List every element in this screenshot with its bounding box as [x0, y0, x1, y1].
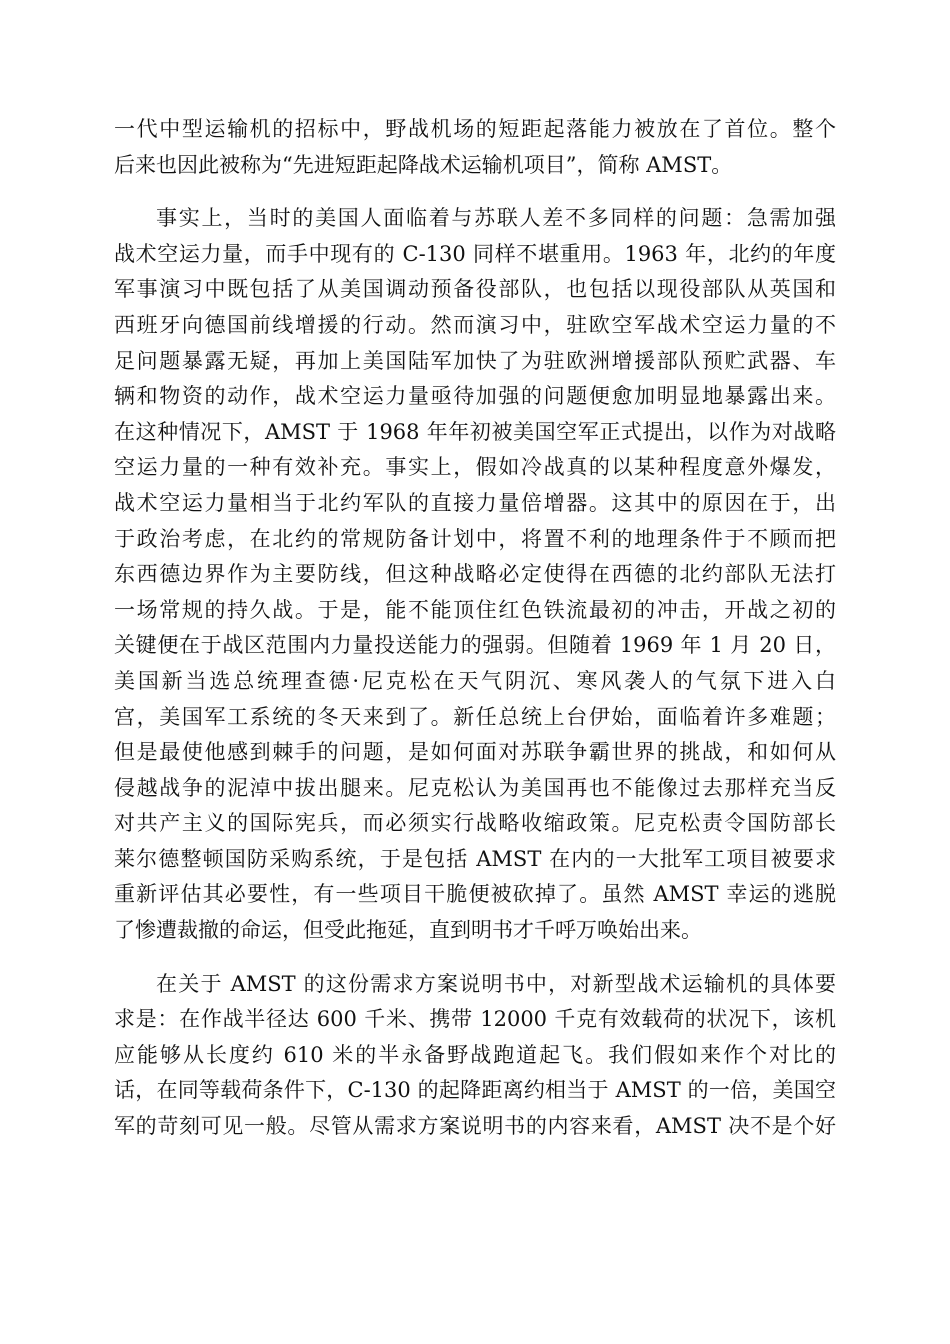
- paragraph-spacer: [114, 183, 836, 201]
- text-line: 在这种情况下，AMST 于 1968 年年初被美国空军正式提出，以作为对战略: [114, 419, 836, 444]
- text-line: 了惨遭裁撤的命运，但受此拖延，直到明书才千呼万唤始出来。: [114, 918, 702, 943]
- text-line: 足问题暴露无疑，再加上美国陆军加快了为驻欧洲增援部队预贮武器、车: [114, 348, 836, 373]
- text-line: 一场常规的持久战。于是，能不能顶住红色铁流最初的冲击，开战之初的: [114, 597, 836, 622]
- text-line: 话，在同等载荷条件下，C-130 的起降距离约相当于 AMST 的一倍，美国空: [114, 1078, 836, 1103]
- paragraph-1: [114, 112, 836, 183]
- paragraph-2: [114, 201, 836, 948]
- text-line: 关键便在于战区范围内力量投送能力的强弱。但随着 1969 年 1 月 20 日，: [114, 633, 836, 658]
- text-line: 求是：在作战半径达 600 千米、携带 12000 千克有效载荷的状况下，该机: [114, 1007, 836, 1032]
- text-line: 辆和物资的动作，战术空运力量亟待加强的问题便愈加明显地暴露出来。: [114, 384, 836, 409]
- text-line: 一代中型运输机的招标中，野战机场的短距起落能力被放在了首位。整个: [114, 117, 836, 141]
- text-line: 空运力量的一种有效补充。事实上，假如冷战真的以某种程度意外爆发，: [114, 455, 836, 480]
- text-line: 在关于 AMST 的这份需求方案说明书中，对新型战术运输机的具体要: [156, 971, 836, 996]
- text-line: 重新评估其必要性，有一些项目干脆便被砍掉了。虽然 AMST 幸运的逃脱: [114, 882, 836, 907]
- text-line: 事实上，当时的美国人面临着与苏联人差不多同样的问题：急需加强: [156, 206, 836, 231]
- text-line: 军的苛刻可见一般。尽管从需求方案说明书的内容来看，AMST 决不是个好: [114, 1114, 836, 1139]
- text-line: 莱尔德整顿国防采购系统，于是包括 AMST 在内的一大批军工项目被要求: [114, 846, 836, 871]
- body-text: [114, 112, 836, 1145]
- text-line: 西班牙向德国前线增援的行动。然而演习中，驻欧空军战术空运力量的不: [114, 312, 836, 337]
- text-line: 于政治考虑，在北约的常规防备计划中，将置不利的地理条件于不顾而把: [114, 526, 836, 551]
- paragraph-3: [114, 967, 836, 1145]
- text-line: 但是最使他感到棘手的问题，是如何面对苏联争霸世界的挑战，和如何从: [114, 740, 836, 765]
- text-line: 侵越战争的泥淖中拔出腿来。尼克松认为美国再也不能像过去那样充当反: [114, 775, 836, 800]
- paragraph-spacer: [114, 949, 836, 967]
- text-line: 东西德边界作为主要防线，但这种战略必定使得在西德的北约部队无法打: [114, 562, 836, 587]
- text-line: 战术空运力量相当于北约军队的直接力量倍增器。这其中的原因在于，出: [114, 490, 836, 515]
- text-line: 对共产主义的国际宪兵，而必须实行战略收缩政策。尼克松责令国防部长: [114, 811, 836, 836]
- text-line: 美国新当选总统理查德·尼克松在天气阴沉、寒风袭人的气氛下进入白: [114, 668, 836, 693]
- text-line: 战术空运力量，而手中现有的 C-130 同样不堪重用。1963 年，北约的年度: [114, 241, 836, 266]
- text-line: 后来也因此被称为“先进短距起降战术运输机项目”，简称 AMST。: [114, 152, 733, 177]
- text-line: 军事演习中既包括了从美国调动预备役部队，也包括以现役部队从英国和: [114, 277, 836, 302]
- text-line: 应能够从长度约 610 米的半永备野战跑道起飞。我们假如来作个对比的: [114, 1042, 836, 1067]
- text-line: 宫，美国军工系统的冬天来到了。新任总统上台伊始，面临着许多难题；: [114, 704, 836, 729]
